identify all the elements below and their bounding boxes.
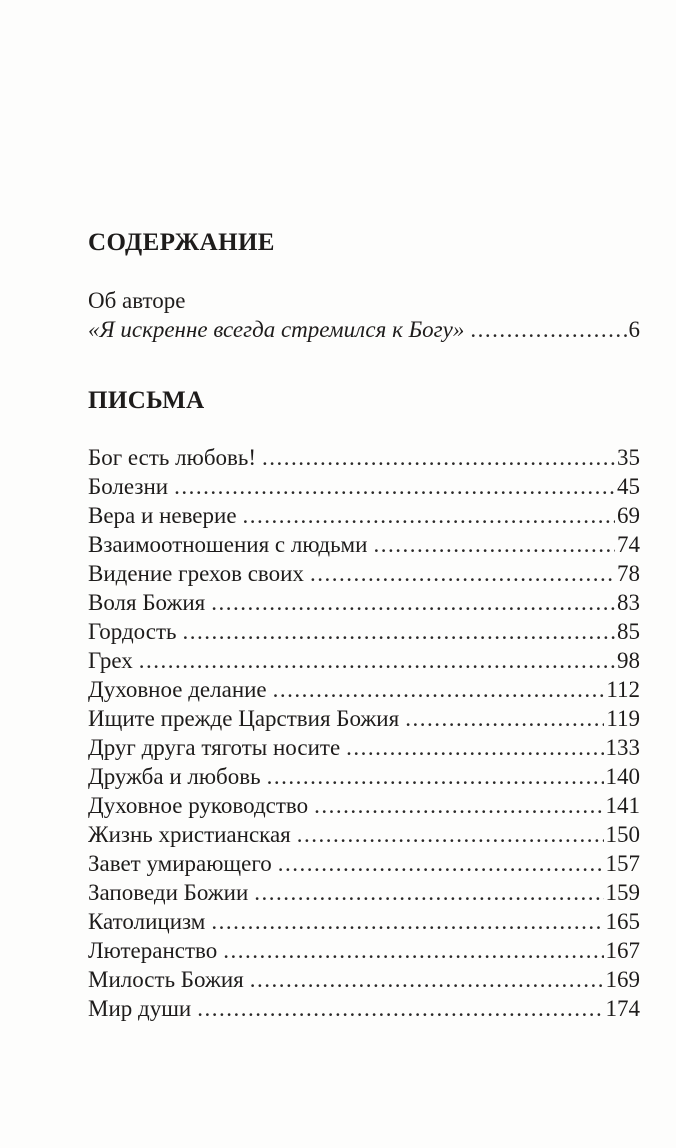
toc-entry-page: 167 bbox=[605, 938, 640, 963]
toc-entry-page: 45 bbox=[617, 474, 640, 499]
dot-leader bbox=[211, 908, 603, 936]
letters-heading: ПИСЬМА bbox=[88, 387, 205, 414]
toc-entry[interactable] bbox=[88, 589, 640, 617]
contents-heading: СОДЕРЖАНИЕ bbox=[88, 229, 275, 256]
toc-entry[interactable] bbox=[88, 647, 640, 675]
toc-entry-page: 6 bbox=[628, 317, 640, 342]
toc-entry[interactable] bbox=[88, 502, 640, 530]
toc-entry-page: 159 bbox=[605, 880, 640, 905]
dot-leader bbox=[243, 502, 615, 530]
dot-leader bbox=[183, 618, 616, 646]
toc-entry-page: 85 bbox=[617, 619, 640, 644]
toc-entry-page: 69 bbox=[617, 503, 640, 528]
toc-entry-page: 174 bbox=[605, 996, 640, 1021]
dot-leader bbox=[310, 560, 615, 588]
dot-leader bbox=[297, 821, 604, 849]
toc-entry-page: 83 bbox=[617, 590, 640, 615]
dot-leader bbox=[197, 995, 603, 1023]
toc-entry[interactable] bbox=[88, 850, 640, 878]
toc-entry-page: 157 bbox=[605, 851, 640, 876]
toc-entry[interactable] bbox=[88, 908, 640, 936]
toc-entry[interactable] bbox=[88, 531, 640, 559]
toc-entry[interactable] bbox=[88, 444, 640, 472]
dot-leader bbox=[174, 473, 615, 501]
dot-leader bbox=[273, 676, 605, 704]
toc-entry[interactable] bbox=[88, 473, 640, 501]
about-author-label: Об авторе bbox=[88, 288, 186, 313]
toc-entry-title: Болезни bbox=[88, 474, 169, 499]
dot-leader bbox=[346, 734, 603, 762]
toc-entry-title: Бог есть любовь! bbox=[88, 445, 257, 470]
toc-entry-page: 165 bbox=[605, 909, 640, 934]
toc-entry[interactable] bbox=[88, 618, 640, 646]
toc-entry-title: Мир души bbox=[88, 996, 192, 1021]
dot-leader bbox=[262, 444, 615, 472]
toc-entry-title: Дружба и любовь bbox=[88, 764, 261, 789]
toc-entry[interactable] bbox=[88, 966, 640, 994]
toc-entry-title: Милость Божия bbox=[88, 967, 244, 992]
toc-entry-title: Заповеди Божии bbox=[88, 880, 249, 905]
dot-leader bbox=[139, 647, 615, 675]
toc-entry-title: Жизнь христианская bbox=[88, 822, 291, 847]
toc-entry-title: Лютеранство bbox=[88, 938, 218, 963]
toc-entry-page: 112 bbox=[606, 677, 640, 702]
dot-leader bbox=[278, 850, 604, 878]
toc-entry-title: Воля Божия bbox=[88, 590, 206, 615]
dot-leader bbox=[405, 705, 604, 733]
toc-entry-page: 74 bbox=[617, 532, 640, 557]
dot-leader bbox=[223, 937, 603, 965]
toc-entry[interactable] bbox=[88, 676, 640, 704]
toc-entry[interactable] bbox=[88, 821, 640, 849]
toc-entry[interactable] bbox=[88, 937, 640, 965]
toc-entry[interactable] bbox=[88, 995, 640, 1023]
toc-entry-title: Грех bbox=[88, 648, 133, 673]
dot-leader bbox=[470, 316, 626, 344]
dot-leader bbox=[373, 531, 615, 559]
toc-entry-title: Завет умирающего bbox=[88, 851, 272, 876]
dot-leader bbox=[250, 966, 604, 994]
toc-entry-title: Взаимоотношения с людьми bbox=[88, 532, 368, 557]
dot-leader bbox=[211, 589, 615, 617]
toc-entry-about[interactable] bbox=[88, 316, 640, 344]
toc-entry-title: Духовное делание bbox=[88, 677, 267, 702]
toc-entry-title: Ищите прежде Царствия Божия bbox=[88, 706, 400, 731]
toc-entry[interactable] bbox=[88, 763, 640, 791]
toc-entry[interactable] bbox=[88, 734, 640, 762]
toc-entry-page: 35 bbox=[617, 445, 640, 470]
toc-entry[interactable] bbox=[88, 792, 640, 820]
toc-entry-page: 119 bbox=[606, 706, 640, 731]
toc-entry-title: Видение грехов своих bbox=[88, 561, 304, 586]
dot-leader bbox=[254, 879, 603, 907]
toc-entry-page: 98 bbox=[617, 648, 640, 673]
toc-entry-page: 78 bbox=[617, 561, 640, 586]
toc-entry-title: Духовное руководство bbox=[88, 793, 309, 818]
toc-entry-page: 140 bbox=[605, 764, 640, 789]
dot-leader bbox=[267, 763, 604, 791]
toc-entry[interactable] bbox=[88, 879, 640, 907]
toc-entry[interactable] bbox=[88, 705, 640, 733]
toc-entry-title: «Я искренне всегда стремился к Богу» bbox=[88, 317, 465, 342]
toc-entry-title: Гордость bbox=[88, 619, 177, 644]
toc-entry-page: 141 bbox=[605, 793, 640, 818]
toc-entry-title: Католицизм bbox=[88, 909, 206, 934]
toc-entry[interactable] bbox=[88, 560, 640, 588]
toc-entry-page: 150 bbox=[605, 822, 640, 847]
toc-entry-title: Вера и неверие bbox=[88, 503, 237, 528]
dot-leader bbox=[314, 792, 603, 820]
toc-entry-page: 169 bbox=[605, 967, 640, 992]
toc-entry-page: 133 bbox=[605, 735, 640, 760]
toc-entry-title: Друг друга тяготы носите bbox=[88, 735, 341, 760]
